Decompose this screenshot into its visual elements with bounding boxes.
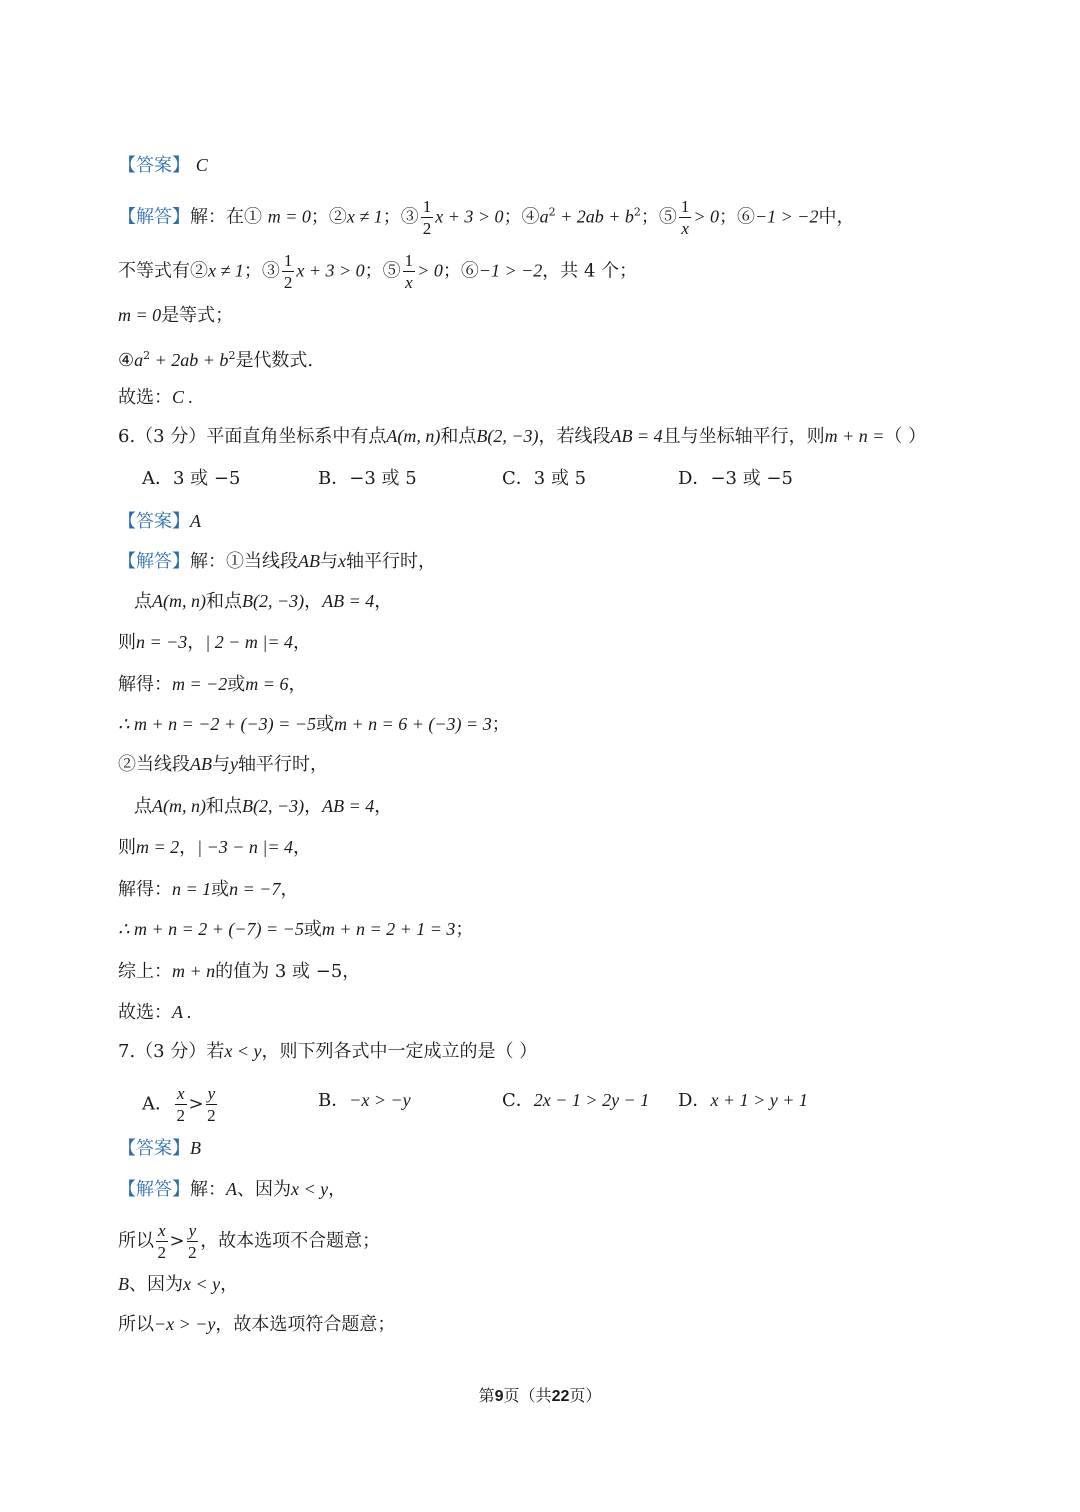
exponent: 2 [633, 205, 641, 219]
math: −x > −y [154, 1314, 216, 1334]
math: AB [298, 551, 320, 571]
math: x < y [183, 1274, 221, 1294]
answer-tag: 【答案】 [118, 511, 190, 532]
q6-solution-line-10 [118, 916, 473, 943]
text: 7.（3 分）若 [118, 1041, 225, 1062]
text: 或 [303, 919, 322, 940]
q6-option-a [142, 466, 240, 492]
math: AB = 4 [322, 796, 375, 816]
option-label: D． [678, 468, 711, 489]
q6-solution-line-3 [118, 629, 311, 656]
q6-answer-value: A [190, 511, 201, 531]
text: 和点 [205, 591, 242, 612]
numerator: y [188, 1221, 197, 1240]
q7-option-d [678, 1087, 808, 1114]
denominator: 2 [157, 1243, 167, 1262]
text: 的值为 3 或 −5， [215, 961, 361, 982]
solution-tag: 【解答】 [118, 551, 190, 572]
math: C . [172, 387, 194, 407]
math: AB = 4 [610, 426, 663, 446]
text: 点 [134, 796, 152, 817]
text: ， [328, 1179, 347, 1200]
text: 第 [478, 1386, 495, 1405]
text: ，若线段 [538, 426, 611, 447]
math: ∴ m + n = 2 + (−7) = −5 [118, 919, 304, 939]
math: x + 3 > 0 [296, 260, 365, 281]
text: 和点 [205, 796, 242, 817]
math: m + n = 6 + (−3) = 3 [333, 714, 492, 734]
fraction [175, 1085, 187, 1124]
option-text: 2x − 1 > 2y − 1 [533, 1090, 650, 1110]
text: ；④ [503, 206, 540, 228]
math: m + n = [824, 426, 885, 446]
q6-option-d [678, 466, 793, 492]
math: B(2, −3) [476, 426, 539, 446]
denominator: 2 [283, 273, 293, 292]
text: ， [288, 674, 307, 695]
q7-answer-line [118, 1135, 201, 1162]
option-label: D． [678, 1090, 711, 1111]
text: 轴平行时， [346, 551, 436, 572]
numerator: x [177, 1084, 185, 1103]
text: 不等式有② [118, 260, 208, 282]
math: A(m, n) [386, 426, 441, 446]
q7-option-c [502, 1087, 649, 1114]
text: 解得： [118, 879, 172, 900]
page-footer [0, 1384, 1080, 1409]
text: 或 [315, 714, 334, 735]
text: ，共 4 个； [542, 260, 638, 282]
math: > [169, 1230, 185, 1252]
math: a [134, 350, 144, 370]
option-label: B． [318, 468, 350, 489]
text: ；③ [243, 260, 280, 282]
text: ， [293, 837, 311, 858]
math: n = −7 [229, 879, 281, 899]
text: ；⑥ [442, 260, 479, 282]
text: 页） [569, 1386, 602, 1405]
answer-tag: 【答案】 [118, 155, 190, 176]
q6-solution-line-8 [118, 834, 311, 861]
denominator: 2 [176, 1106, 186, 1125]
math: A . [172, 1002, 192, 1022]
fraction [187, 1222, 199, 1261]
text: 解：①当线段 [190, 551, 298, 572]
text: ； [491, 714, 510, 735]
math: −1 > −2 [478, 260, 543, 281]
q7-stem [118, 1038, 537, 1065]
math: y [230, 754, 238, 774]
math: m = 2 [136, 837, 180, 857]
text: （ ） [884, 426, 927, 447]
text: 或 [227, 674, 246, 695]
q7-option-b [318, 1087, 411, 1114]
q5-choose-line [118, 384, 193, 411]
text: ②当线段 [118, 754, 190, 775]
text: ， [374, 591, 393, 612]
fraction [403, 252, 416, 291]
math: A [226, 1179, 237, 1199]
total-pages: 22 [551, 1388, 570, 1405]
denominator: x [681, 219, 689, 238]
text: 故选： [118, 1002, 172, 1023]
q7-solution-line-3 [118, 1271, 238, 1298]
text: 是等式； [161, 305, 234, 326]
numerator: 1 [680, 197, 690, 216]
page-number: 9 [494, 1388, 504, 1405]
text: 则 [118, 837, 136, 858]
text: 与 [320, 551, 338, 572]
fraction [156, 1222, 168, 1261]
text: 或 [211, 879, 230, 900]
q6-solution-line-7 [134, 793, 392, 820]
option-text: x + 1 > y + 1 [710, 1090, 808, 1110]
denominator: 2 [422, 219, 432, 238]
text: ， [374, 796, 393, 817]
text: 解得： [118, 674, 172, 695]
option-text: −3 或 5 [349, 468, 417, 489]
q6-option-c [502, 466, 586, 492]
math: m = 0 [118, 305, 162, 325]
text: ； [455, 919, 474, 940]
math: x ≠ 1 [346, 206, 383, 227]
math: + 2ab + b [555, 206, 634, 227]
math: AB [190, 754, 212, 774]
fraction [282, 252, 295, 291]
text: ， [293, 632, 311, 653]
numerator: x [158, 1221, 166, 1240]
numerator: 1 [404, 251, 414, 270]
math: ∴ m + n = −2 + (−3) = −5 [118, 714, 316, 734]
numerator: 1 [283, 251, 293, 270]
q6-stem [118, 423, 926, 450]
option-text: 3 或 −5 [173, 468, 241, 489]
text: ， [280, 879, 299, 900]
math: + 2ab + b [150, 350, 229, 370]
option-label: A． [142, 468, 173, 489]
exponent: 2 [143, 349, 151, 362]
math: m = −2 [172, 674, 228, 694]
option-label: B． [318, 1090, 350, 1111]
math: x [338, 551, 346, 571]
math: B(2, −3) [241, 591, 305, 611]
text: 和点 [440, 426, 477, 447]
math: m = 0 [267, 206, 311, 227]
math: A(m, n) [152, 591, 206, 611]
text: 则 [118, 632, 136, 653]
text: 与 [212, 754, 230, 775]
fraction [206, 1085, 218, 1124]
denominator: 2 [188, 1243, 197, 1262]
exponent: 2 [228, 349, 236, 362]
math: x ≠ 1 [208, 260, 244, 281]
option-text: 3 或 5 [533, 468, 587, 489]
q5-solution-line-1 [118, 198, 854, 237]
solution-tag: 【解答】 [118, 206, 190, 228]
text: 故选： [118, 387, 172, 408]
text: 是代数式. [235, 350, 314, 371]
text: ；⑤ [640, 206, 677, 228]
math: a [539, 206, 549, 227]
option-text: −3 或 −5 [710, 468, 793, 489]
text: 、因为 [129, 1274, 183, 1295]
math: n = 1 [172, 879, 212, 899]
text: 轴平行时， [238, 754, 328, 775]
q7-solution-line-4 [118, 1311, 395, 1338]
text: 解：在① [190, 206, 262, 228]
option-label: C． [502, 1090, 534, 1111]
q6-solution-line-9 [118, 876, 298, 903]
text: ， [304, 591, 323, 612]
q5-answer-line [118, 152, 208, 179]
text: ，则下列各式中一定成立的是（ ） [261, 1041, 538, 1062]
option-text: −x > −y [349, 1090, 411, 1110]
text: ；⑤ [364, 260, 401, 282]
denominator: 2 [207, 1106, 216, 1125]
math: x < y [291, 1179, 329, 1199]
math: m + n [172, 961, 216, 981]
q6-solution-line-1 [118, 548, 436, 575]
text: 且与坐标轴平行，则 [662, 426, 825, 447]
q5-solution-line-4 [118, 343, 313, 374]
q5-solution-line-2 [118, 252, 637, 291]
q6-option-b [318, 466, 417, 492]
math: > 0 [417, 260, 443, 281]
math: m = 6 [245, 674, 289, 694]
math: > 0 [693, 206, 720, 227]
text: 6.（3 分）平面直角坐标系中有点 [118, 426, 387, 447]
q7-solution-line-1 [118, 1176, 346, 1203]
text: ， [304, 796, 323, 817]
denominator: x [405, 273, 413, 292]
q6-answer-line [118, 508, 201, 535]
q7-solution-line-2 [118, 1222, 380, 1261]
math: | 2 − m |= 4 [205, 632, 293, 652]
math: B [118, 1274, 129, 1294]
text: ；③ [382, 206, 419, 228]
text: ，故本选项不合题意； [200, 1230, 381, 1252]
text: ， [179, 837, 198, 858]
fraction [421, 198, 434, 237]
option-label: A． [142, 1093, 173, 1115]
text: ；⑥ [719, 206, 756, 228]
q6-solution-line-4 [118, 671, 306, 698]
solution-tag: 【解答】 [118, 1179, 190, 1200]
text: 综上： [118, 961, 172, 982]
q5-answer-value: C [195, 155, 208, 175]
q7-answer-value: B [190, 1138, 201, 1158]
answer-tag: 【答案】 [118, 1138, 190, 1159]
math: n = −3 [136, 632, 188, 652]
math: m + n = 2 + 1 = 3 [321, 919, 456, 939]
text: 解： [190, 1179, 226, 1200]
text: ， [220, 1274, 239, 1295]
text: 中， [818, 206, 855, 228]
numerator: 1 [422, 197, 432, 216]
math: AB = 4 [322, 591, 375, 611]
text: 、因为 [237, 1179, 291, 1200]
text: ，故本选项符合题意； [215, 1314, 396, 1335]
q6-choose-line [118, 999, 192, 1026]
q7-option-a [142, 1085, 219, 1124]
math: | −3 − n |= 4 [197, 837, 293, 857]
text: 所以 [118, 1314, 154, 1335]
q6-solution-line-11 [118, 958, 360, 985]
math: B(2, −3) [241, 796, 305, 816]
q6-solution-line-5 [118, 711, 510, 738]
q5-solution-line-3 [118, 302, 233, 329]
text: 页（共 [503, 1386, 552, 1405]
numerator: y [207, 1084, 216, 1103]
math: x < y [224, 1041, 262, 1061]
text: 点 [134, 591, 152, 612]
text: ④ [118, 350, 135, 371]
math: > [188, 1093, 204, 1115]
math: A(m, n) [152, 796, 206, 816]
math: x + 3 > 0 [435, 206, 504, 227]
text: ；② [310, 206, 347, 228]
option-label: C． [502, 468, 534, 489]
text: 所以 [118, 1230, 154, 1252]
q6-solution-line-6 [118, 751, 328, 778]
math: −1 > −2 [755, 206, 819, 227]
text: ， [187, 632, 206, 653]
exponent: 2 [548, 205, 556, 219]
q6-solution-line-2 [134, 588, 392, 615]
fraction [679, 198, 692, 237]
